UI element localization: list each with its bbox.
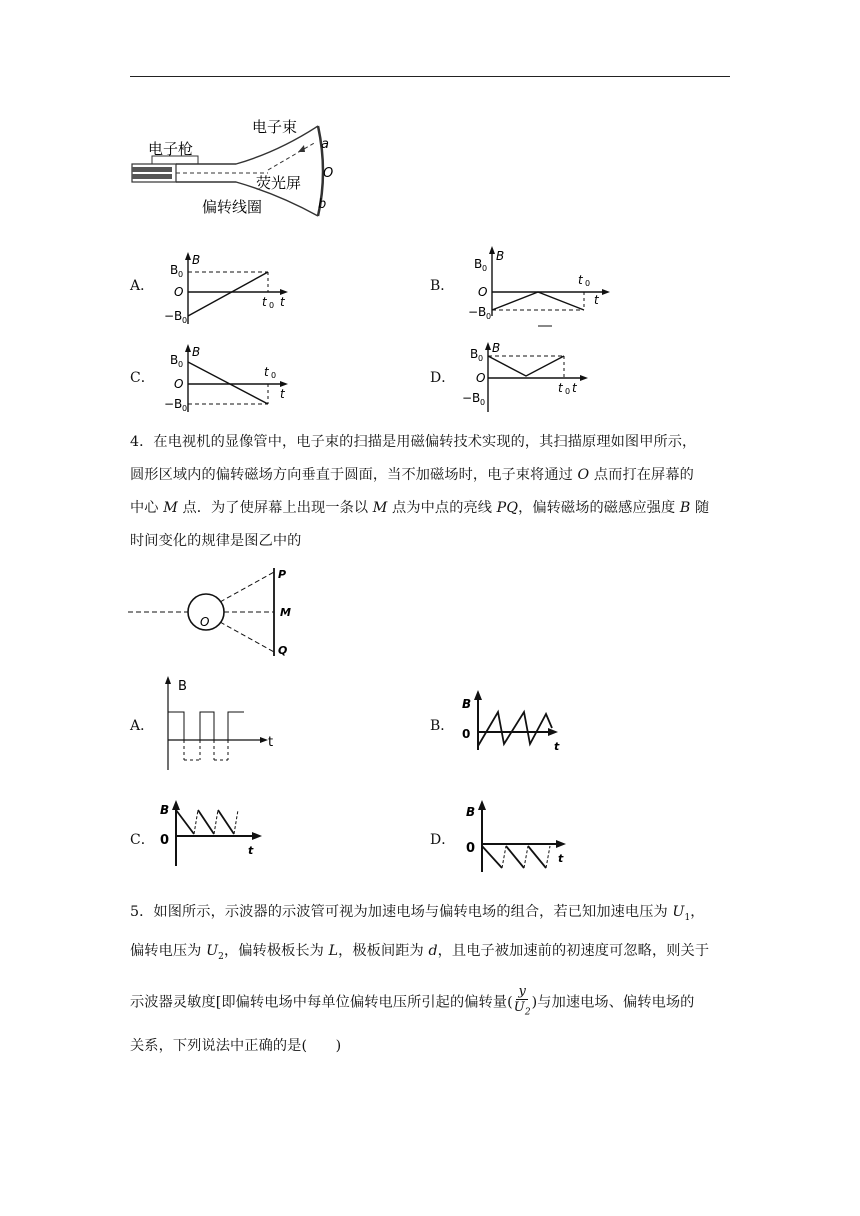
header-rule	[130, 76, 730, 77]
axis-t: t	[248, 844, 254, 857]
neg-b0-sub: 0	[480, 398, 486, 407]
b0-sub: 0	[178, 360, 184, 369]
axis-b: B	[192, 253, 201, 267]
label-o: O	[323, 166, 334, 181]
t0-sub: 0	[585, 279, 591, 288]
question-5-text	[130, 896, 730, 1063]
q5-line1b: ，	[690, 904, 705, 920]
q5-u2-sub: 2	[218, 951, 224, 962]
q5-line4: 关系，下列说法中正确的是( )	[130, 1038, 342, 1055]
b0-label: B	[170, 263, 179, 277]
q3-option-a-label: A．	[130, 278, 155, 294]
axis-b: B	[178, 679, 187, 694]
q4-deflection-figure	[128, 564, 298, 660]
axis-b: B	[492, 341, 501, 355]
t0-label: t	[262, 295, 267, 309]
q5-line3b: )与加速电场、偏转电场的	[531, 993, 695, 1010]
label-screen: 荧光屏	[256, 174, 302, 192]
center-o: O	[200, 615, 210, 629]
neg-b0-label: −B	[164, 397, 183, 411]
origin: 0	[160, 833, 170, 848]
q5-u1: U	[672, 904, 685, 920]
frac-den: U	[513, 999, 525, 1015]
point-q: Q	[278, 644, 288, 657]
q3-option-c-label: C．	[130, 370, 155, 386]
neg-b0-label: −B	[468, 305, 487, 319]
q5-line1: 5．如图所示，示波器的示波管可视为加速电场与偏转电场的组合，若已知加速电压为	[130, 904, 673, 920]
axis-t: t	[280, 387, 285, 401]
q4-line1: 4．在电视机的显像管中，电子束的扫描是用磁偏转技术实现的，其扫描原理如图甲所示，	[130, 434, 697, 450]
q4-option-b-label: B．	[430, 718, 455, 734]
point-p: P	[278, 568, 287, 581]
axis-t: t	[558, 852, 564, 865]
q5-line3a: 示波器灵敏度[即偏转电场中每单位偏转电压所引起的偏转量(	[130, 993, 513, 1010]
q4-option-c-label: C．	[130, 832, 155, 848]
b0-sub: 0	[478, 354, 484, 363]
origin: O	[174, 377, 184, 391]
neg-b0-label: −B	[462, 391, 481, 405]
axis-t: t	[594, 293, 599, 307]
q4-line2a: 圆形区域内的偏转磁场方向垂直于圆面，当不加磁场时，电子束将通过	[130, 467, 578, 483]
q3-graph-a	[164, 250, 298, 330]
sensitivity-fraction	[514, 984, 531, 1021]
q3-graph-b	[468, 244, 618, 330]
axis-b: B	[466, 805, 476, 819]
q5-line2e: ，且电子被加速前的初速度可忽略，则关于	[437, 942, 710, 959]
q4-b: B	[679, 500, 691, 516]
axis-t: t	[554, 740, 560, 753]
origin: 0	[462, 727, 471, 741]
axis-t: t	[572, 381, 577, 395]
point-m: M	[280, 606, 291, 619]
frac-num: y	[518, 983, 526, 999]
axis-b: B	[496, 249, 505, 263]
axis-t: t	[280, 295, 285, 309]
axis-t: t	[268, 735, 274, 750]
q4-line2b: 点而打在屏幕的	[589, 467, 694, 483]
q5-d: d	[428, 942, 438, 959]
q5-u2: U	[206, 942, 219, 959]
q4-option-d-label: D．	[430, 832, 456, 848]
neg-b0-sub: 0	[486, 312, 492, 321]
q3-graph-c	[164, 342, 298, 416]
q4-graph-b	[458, 688, 568, 756]
q4-line3b: 点．为了使屏幕上出现一条以	[177, 500, 373, 516]
q4-graph-c	[158, 798, 270, 868]
origin: O	[174, 285, 184, 299]
question-4-text	[130, 426, 730, 558]
q4-o: O	[577, 467, 590, 483]
q4-line3c: 点为中点的亮线	[387, 500, 497, 516]
origin: O	[478, 285, 488, 299]
t0-label: t	[264, 365, 269, 379]
q4-line3a: 中心	[130, 500, 164, 516]
q4-m2: M	[372, 500, 388, 516]
neg-b0-sub: 0	[182, 404, 188, 413]
origin: 0	[466, 841, 476, 856]
crt-figure	[128, 112, 340, 220]
t0-sub: 0	[565, 387, 571, 396]
frac-den-sub: 2	[524, 1007, 531, 1018]
q3-graph-d	[462, 341, 598, 416]
q4-pq: PQ	[496, 500, 519, 516]
label-beam: 电子束	[252, 118, 298, 136]
origin: O	[476, 371, 486, 385]
q4-graph-a	[154, 672, 284, 774]
axis-b: B	[462, 697, 472, 711]
t0-label: t	[578, 273, 583, 287]
q5-u1-sub: 1	[684, 912, 691, 923]
b0-label: B	[170, 353, 179, 367]
label-coil: 偏转线圈	[202, 198, 263, 216]
q4-line3e: 随	[690, 500, 710, 516]
neg-b0-label: −B	[164, 309, 183, 323]
neg-b0-sub: 0	[182, 316, 188, 325]
q5-line2a: 偏转电压为	[130, 942, 207, 959]
label-gun: 电子枪	[148, 140, 194, 158]
t0-sub: 0	[271, 371, 277, 380]
q3-option-b-label: B．	[430, 278, 455, 294]
q4-line4: 时间变化的规律是图乙中的	[130, 533, 302, 549]
b0-sub: 0	[178, 270, 184, 279]
q4-option-a-label: A．	[130, 718, 155, 734]
q5-line2b: ，偏转极板长为	[223, 942, 329, 959]
axis-b: B	[192, 345, 201, 359]
label-b: b	[318, 197, 327, 212]
q5-l: L	[328, 942, 339, 959]
t0-sub: 0	[269, 301, 275, 310]
b0-sub: 0	[482, 264, 488, 273]
q4-line3d: ，偏转磁场的磁感应强度	[518, 500, 680, 516]
b0-label: B	[470, 347, 479, 361]
axis-b: B	[160, 803, 170, 817]
t0-label: t	[558, 381, 563, 395]
label-a: a	[321, 137, 329, 152]
q4-m: M	[163, 500, 178, 516]
b0-label: B	[474, 257, 483, 271]
q5-line2c: ，极板间距为	[338, 942, 429, 959]
q3-option-d-label: D．	[430, 370, 456, 386]
q4-graph-d	[462, 798, 574, 874]
